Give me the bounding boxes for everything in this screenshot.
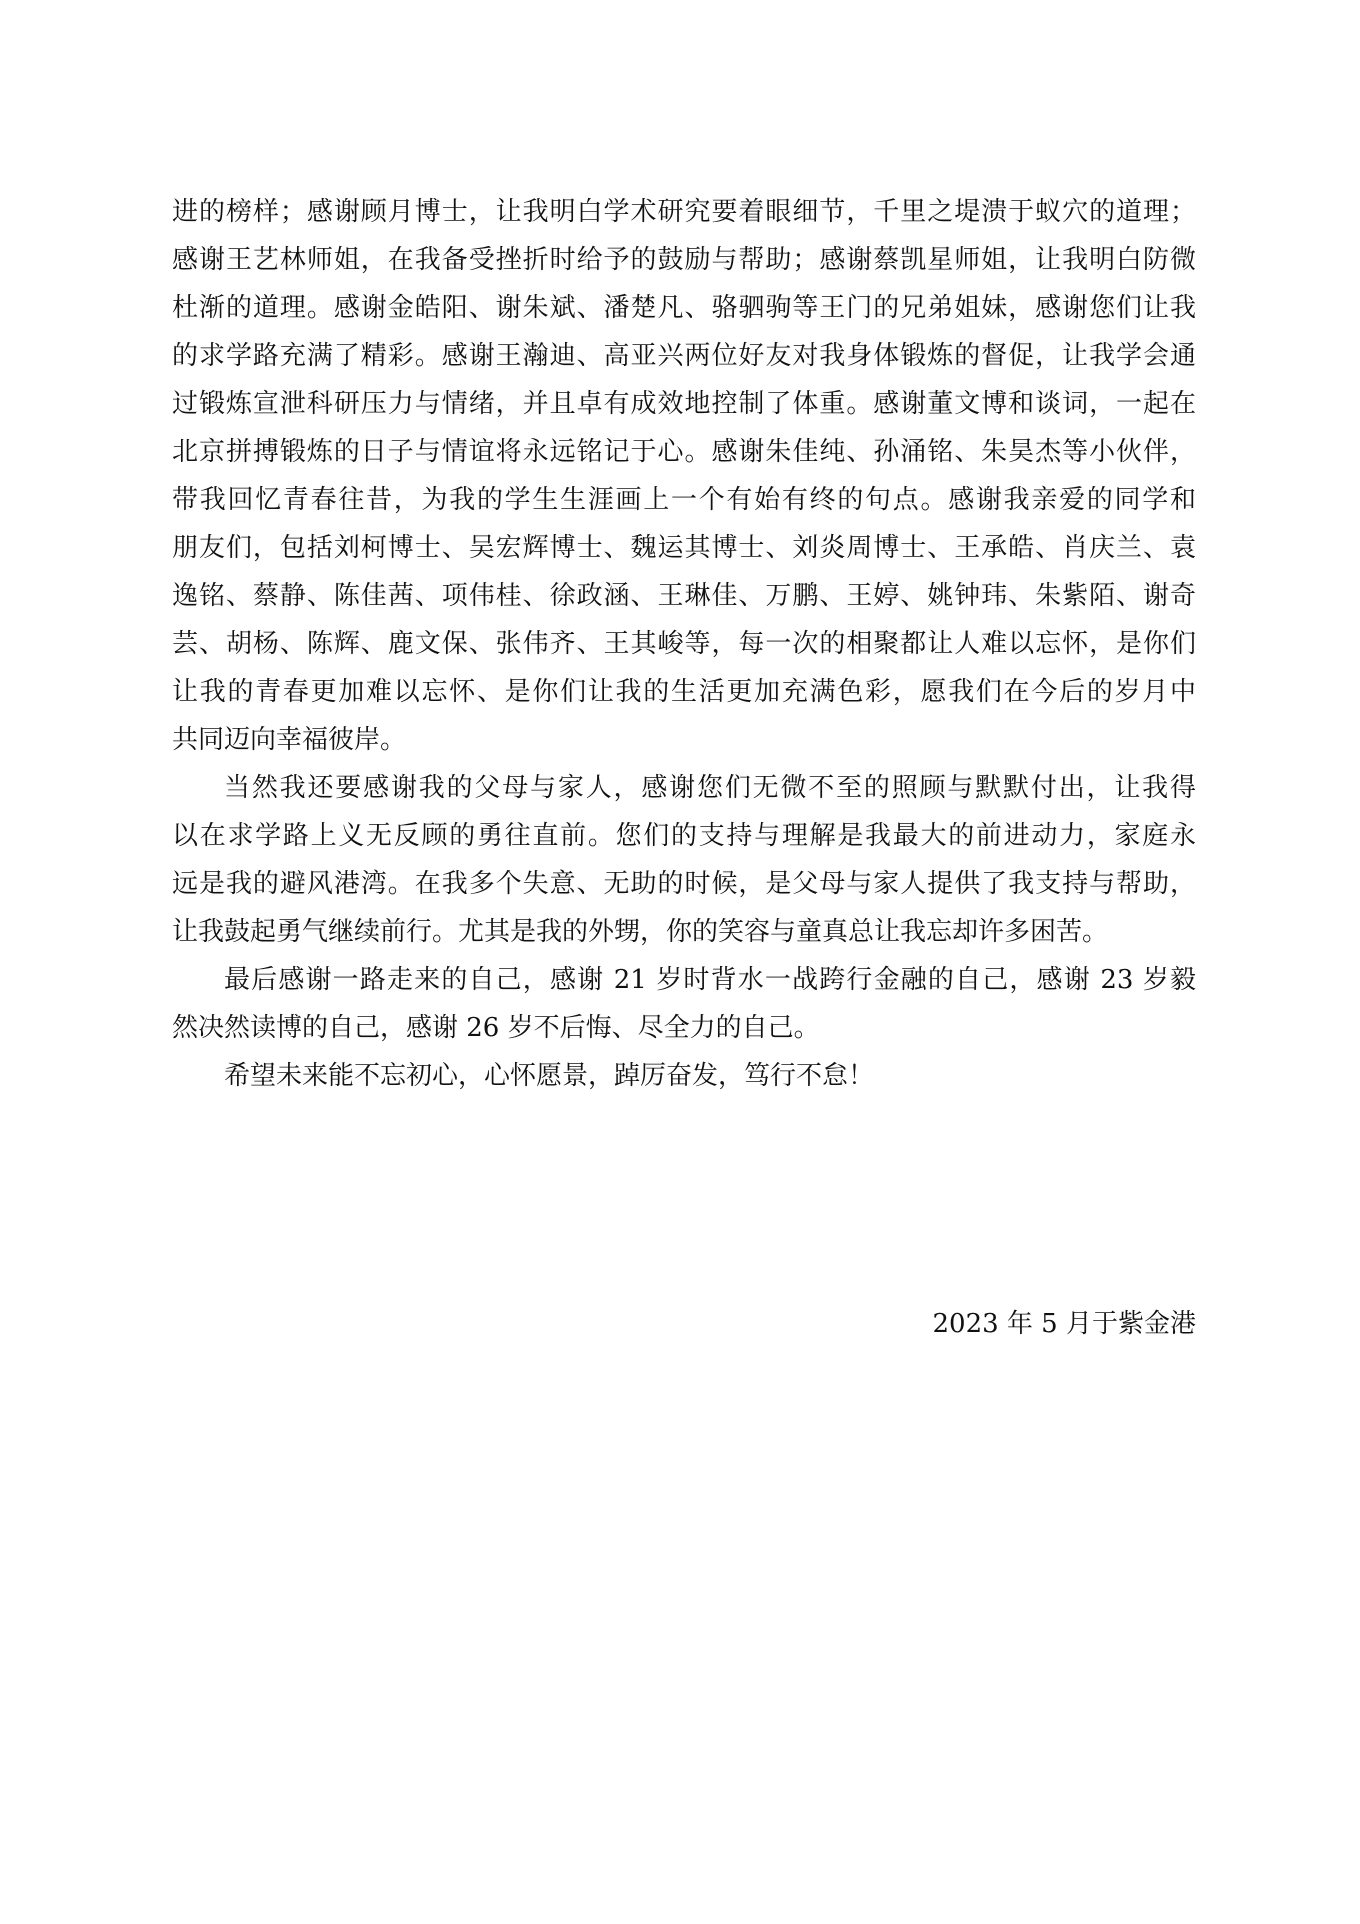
date-signature: 2023 年 5 月于紫金港 xyxy=(932,1309,1196,1339)
text-line: 远是我的避风港湾。在我多个失意、无助的时候，是父母与家人提供了我支持与帮助， xyxy=(172,869,1196,899)
text-line: 希望未来能不忘初心，心怀愿景，踔厉奋发，笃行不怠！ xyxy=(224,1061,875,1091)
text-line: 共同迈向幸福彼岸。 xyxy=(172,725,407,755)
text-line: 过锻炼宣泄科研压力与情绪，并且卓有成效地控制了体重。感谢董文博和谈词，一起在 xyxy=(172,389,1196,419)
text-line: 杜渐的道理。感谢金皓阳、谢朱斌、潘楚凡、骆驷驹等王门的兄弟姐妹，感谢您们让我 xyxy=(172,293,1196,323)
acknowledgement-body xyxy=(172,188,1196,1100)
text-line: 朋友们，包括刘柯博士、吴宏辉博士、魏运其博士、刘炎周博士、王承皓、肖庆兰、袁 xyxy=(172,533,1196,563)
text-line: 逸铭、蔡静、陈佳茜、项伟桂、徐政涵、王琳佳、万鹏、王婷、姚钟玮、朱紫陌、谢奇 xyxy=(172,581,1196,611)
text-line: 当然我还要感谢我的父母与家人，感谢您们无微不至的照顾与默默付出，让我得 xyxy=(224,773,1196,803)
text-line: 芸、胡杨、陈辉、鹿文保、张伟齐、王其峻等，每一次的相聚都让人难以忘怀，是你们 xyxy=(172,629,1196,659)
text-line: 让我的青春更加难以忘怀、是你们让我的生活更加充满色彩，愿我们在今后的岁月中 xyxy=(172,677,1196,707)
text-line: 以在求学路上义无反顾的勇往直前。您们的支持与理解是我最大的前进动力，家庭永 xyxy=(172,821,1196,851)
text-line: 感谢王艺林师姐，在我备受挫折时给予的鼓励与帮助；感谢蔡凯星师姐，让我明白防微 xyxy=(172,245,1196,275)
text-line: 最后感谢一路走来的自己，感谢 21 岁时背水一战跨行金融的自己，感谢 23 岁毅 xyxy=(224,965,1196,995)
text-line: 带我回忆青春往昔，为我的学生生涯画上一个有始有终的句点。感谢我亲爱的同学和 xyxy=(172,485,1196,515)
text-line: 北京拼搏锻炼的日子与情谊将永远铭记于心。感谢朱佳纯、孙涌铭、朱昊杰等小伙伴， xyxy=(172,437,1196,467)
text-line: 的求学路充满了精彩。感谢王瀚迪、高亚兴两位好友对我身体锻炼的督促，让我学会通 xyxy=(172,341,1196,371)
text-line: 然决然读博的自己，感谢 26 岁不后悔、尽全力的自己。 xyxy=(172,1013,820,1043)
text-line: 让我鼓起勇气继续前行。尤其是我的外甥，你的笑容与童真总让我忘却许多困苦。 xyxy=(172,917,1109,947)
text-line: 进的榜样；感谢顾月博士，让我明白学术研究要着眼细节，千里之堤溃于蚁穴的道理； xyxy=(172,197,1196,227)
